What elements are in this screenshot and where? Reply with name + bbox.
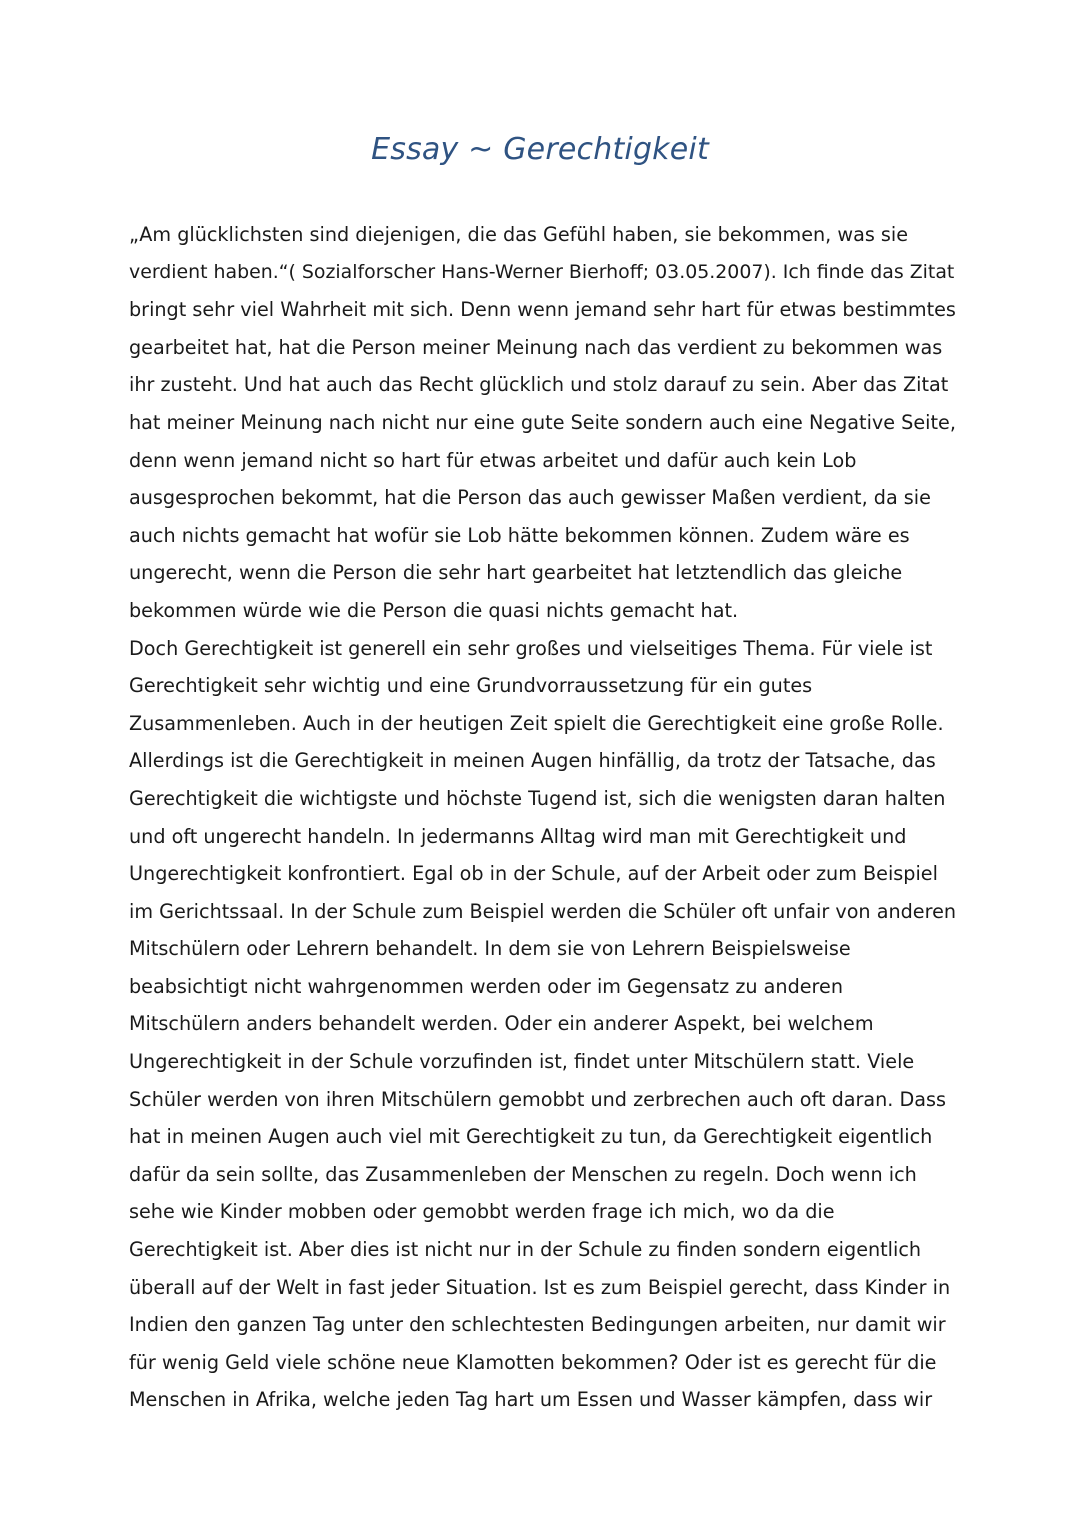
text-line: Ungerechtigkeit in der Schule vorzufinden ist, findet unter Mitschülern statt. Viele	[129, 1050, 915, 1074]
text-line: ausgesprochen bekommt, hat die Person das auch gewisser Maßen verdient, da sie	[129, 486, 931, 510]
text-line: denn wenn jemand nicht so hart für etwas arbeitet und dafür auch kein Lob	[129, 448, 857, 472]
text-line: Doch Gerechtigkeit ist generell ein sehr großes und vielseitiges Thema. Für viele ist	[129, 636, 933, 660]
text-line: und oft ungerecht handeln. In jedermanns Alltag wird man mit Gerechtigkeit und	[129, 824, 907, 848]
text-line: Allerdings ist die Gerechtigkeit in meinen Augen hinfällig, da trotz der Tatsache, das	[129, 749, 936, 773]
text-line: ihr zusteht. Und hat auch das Recht glücklich und stolz darauf zu sein. Aber das Zitat	[129, 373, 949, 397]
text-line: sehe wie Kinder mobben oder gemobbt werden frage ich mich, wo da die	[129, 1200, 835, 1224]
text-line: für wenig Geld viele schöne neue Klamotten bekommen? Oder ist es gerecht für die	[129, 1350, 937, 1374]
text-line: ungerecht, wenn die Person die sehr hart gearbeitet hat letztendlich das gleiche	[129, 561, 903, 585]
text-line: beabsichtigt nicht wahrgenommen werden oder im Gegensatz zu anderen	[129, 974, 843, 998]
text-line: Schüler werden von ihren Mitschülern gemobbt und zerbrechen auch oft daran. Dass	[129, 1087, 947, 1111]
text-line: überall auf der Welt in fast jeder Situation. Ist es zum Beispiel gerecht, dass Kinder in	[129, 1275, 951, 1299]
text-line: hat in meinen Augen auch viel mit Gerechtigkeit zu tun, da Gerechtigkeit eigentlich	[129, 1125, 933, 1149]
text-line: Menschen in Afrika, welche jeden Tag hart um Essen und Wasser kämpfen, dass wir	[129, 1388, 933, 1412]
text-line: Gerechtigkeit die wichtigste und höchste Tugend ist, sich die wenigsten daran halten	[129, 786, 946, 810]
text-line: gearbeitet hat, hat die Person meiner Meinung nach das verdient zu bekommen was	[129, 335, 943, 359]
text-line: Gerechtigkeit ist. Aber dies ist nicht nur in der Schule zu finden sondern eigentlich	[129, 1238, 922, 1262]
text-line: hat meiner Meinung nach nicht nur eine gute Seite sondern auch eine Negative Seite,	[129, 410, 956, 434]
text-line: Zusammenleben. Auch in der heutigen Zeit spielt die Gerechtigkeit eine große Rolle.	[129, 711, 944, 735]
text-line: Indien den ganzen Tag unter den schlechtesten Bedingungen arbeiten, nur damit wir	[129, 1313, 946, 1337]
text-line: bekommen würde wie die Person die quasi nichts gemacht hat.	[129, 598, 739, 622]
text-line: Mitschülern anders behandelt werden. Oder ein anderer Aspekt, bei welchem	[129, 1012, 874, 1036]
essay-title: Essay ~ Gerechtigkeit	[371, 132, 709, 167]
text-line: auch nichts gemacht hat wofür sie Lob hätte bekommen können. Zudem wäre es	[129, 523, 910, 547]
text-line: bringt sehr viel Wahrheit mit sich. Denn wenn jemand sehr hart für etwas bestimmtes	[129, 298, 956, 322]
essay-body	[129, 216, 959, 1419]
text-line: verdient haben.“( Sozialforscher Hans-Werner Bierhoff; 03.05.2007). Ich finde das Zitat	[129, 260, 955, 283]
text-line: „Am glücklichsten sind diejenigen, die das Gefühl haben, sie bekommen, was sie	[129, 223, 909, 246]
text-line: Mitschülern oder Lehrern behandelt. In dem sie von Lehrern Beispielsweise	[129, 937, 851, 961]
text-line: im Gerichtssaal. In der Schule zum Beispiel werden die Schüler oft unfair von anderen	[129, 899, 957, 923]
text-line: Ungerechtigkeit konfrontiert. Egal ob in der Schule, auf der Arbeit oder zum Beispiel	[129, 862, 938, 886]
text-line: Gerechtigkeit sehr wichtig und eine Grundvorraussetzung für ein gutes	[129, 674, 813, 698]
text-line: dafür da sein sollte, das Zusammenleben der Menschen zu regeln. Doch wenn ich	[129, 1162, 917, 1186]
